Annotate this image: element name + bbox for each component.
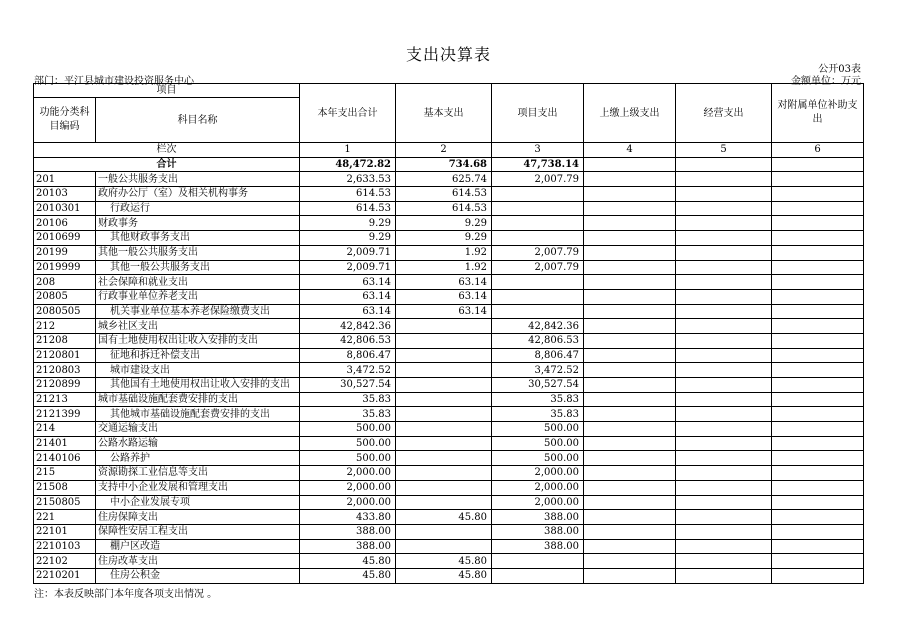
subject-name-cell: 其他一般公共服务支出 [96, 245, 300, 260]
table-row [34, 172, 864, 187]
header-col-upper: 上缴上级支出 [584, 84, 676, 143]
table-row [34, 568, 864, 583]
subsidy-cell [772, 392, 864, 407]
upper-cell [584, 275, 676, 290]
subsidy-cell [772, 304, 864, 319]
subsidy-cell [772, 539, 864, 554]
column-number: 5 [676, 143, 772, 158]
func-code-cell: 21213 [34, 392, 96, 407]
basic-cell: 45.80 [396, 554, 492, 569]
func-code-cell: 2210103 [34, 539, 96, 554]
upper-cell [584, 201, 676, 216]
totals-total: 48,472.82 [300, 157, 396, 172]
footnote: 注：本表反映部门本年度各项支出情况 。 [34, 589, 218, 600]
subject-name-cell: 政府办公厅（室）及相关机构事务 [96, 187, 300, 202]
total-cell: 388.00 [300, 539, 396, 554]
table-row [34, 554, 864, 569]
business-cell [676, 348, 772, 363]
header-col-business: 经营支出 [676, 84, 772, 143]
basic-cell: 614.53 [396, 187, 492, 202]
func-code-cell: 201 [34, 172, 96, 187]
upper-cell [584, 568, 676, 583]
project-cell: 35.83 [492, 407, 584, 422]
func-code-cell: 215 [34, 466, 96, 481]
subsidy-cell [772, 275, 864, 290]
header-subject-name: 科目名称 [96, 98, 300, 143]
table-row [34, 495, 864, 510]
subject-name-cell: 其他一般公共服务支出 [96, 260, 300, 275]
func-code-cell: 2010699 [34, 231, 96, 246]
column-number: 3 [492, 143, 584, 158]
table-row [34, 304, 864, 319]
column-number: 6 [772, 143, 864, 158]
total-cell: 63.14 [300, 304, 396, 319]
subsidy-cell [772, 378, 864, 393]
total-cell: 35.83 [300, 407, 396, 422]
subject-name-cell: 城市建设支出 [96, 363, 300, 378]
totals-upper [584, 157, 676, 172]
subject-name-cell: 国有土地使用权出让收入安排的支出 [96, 333, 300, 348]
total-cell: 433.80 [300, 510, 396, 525]
project-cell: 500.00 [492, 436, 584, 451]
total-cell: 2,000.00 [300, 466, 396, 481]
project-cell: 2,007.79 [492, 172, 584, 187]
func-code-cell: 2120803 [34, 363, 96, 378]
func-code-cell: 2080505 [34, 304, 96, 319]
total-cell: 500.00 [300, 451, 396, 466]
table-row [34, 422, 864, 437]
subsidy-cell [772, 245, 864, 260]
project-cell: 2,007.79 [492, 260, 584, 275]
total-cell: 3,472.52 [300, 363, 396, 378]
table-row [34, 539, 864, 554]
business-cell [676, 436, 772, 451]
column-number: 2 [396, 143, 492, 158]
upper-cell [584, 378, 676, 393]
totals-label: 合计 [34, 157, 300, 172]
project-cell: 388.00 [492, 539, 584, 554]
business-cell [676, 451, 772, 466]
subject-name-cell: 其他国有土地使用权出让收入安排的支出 [96, 378, 300, 393]
subsidy-cell [772, 201, 864, 216]
upper-cell [584, 363, 676, 378]
business-cell [676, 187, 772, 202]
business-cell [676, 480, 772, 495]
total-cell: 35.83 [300, 392, 396, 407]
subject-name-cell: 资源勘探工业信息等支出 [96, 466, 300, 481]
upper-cell [584, 451, 676, 466]
basic-cell: 1.92 [396, 260, 492, 275]
upper-cell [584, 407, 676, 422]
project-cell [492, 304, 584, 319]
subsidy-cell [772, 172, 864, 187]
basic-cell [396, 480, 492, 495]
basic-cell: 45.80 [396, 568, 492, 583]
totals-basic: 734.68 [396, 157, 492, 172]
subsidy-cell [772, 363, 864, 378]
basic-cell: 1.92 [396, 245, 492, 260]
table-row [34, 187, 864, 202]
subject-name-cell: 一般公共服务支出 [96, 172, 300, 187]
subject-name-cell: 城市基础设施配套费安排的支出 [96, 392, 300, 407]
basic-cell [396, 407, 492, 422]
subject-name-cell: 公路养护 [96, 451, 300, 466]
total-cell: 2,009.71 [300, 260, 396, 275]
total-cell: 2,633.53 [300, 172, 396, 187]
basic-cell [396, 348, 492, 363]
basic-cell: 63.14 [396, 289, 492, 304]
func-code-cell: 20805 [34, 289, 96, 304]
subsidy-cell [772, 216, 864, 231]
table-row [34, 231, 864, 246]
project-cell: 2,000.00 [492, 466, 584, 481]
subsidy-cell [772, 289, 864, 304]
table-row [34, 524, 864, 539]
total-cell: 45.80 [300, 568, 396, 583]
subject-name-cell: 保障性安居工程支出 [96, 524, 300, 539]
upper-cell [584, 187, 676, 202]
upper-cell [584, 524, 676, 539]
project-cell: 2,000.00 [492, 495, 584, 510]
business-cell [676, 392, 772, 407]
project-cell [492, 216, 584, 231]
table-row [34, 319, 864, 334]
totals-project: 47,738.14 [492, 157, 584, 172]
subject-name-cell: 机关事业单位基本养老保险缴费支出 [96, 304, 300, 319]
subject-name-cell: 支持中小企业发展和管理支出 [96, 480, 300, 495]
project-cell [492, 289, 584, 304]
header-col-project: 项目支出 [492, 84, 584, 143]
total-cell: 63.14 [300, 289, 396, 304]
upper-cell [584, 260, 676, 275]
business-cell [676, 363, 772, 378]
basic-cell: 614.53 [396, 201, 492, 216]
totals-subsidy [772, 157, 864, 172]
business-cell [676, 216, 772, 231]
subsidy-cell [772, 436, 864, 451]
basic-cell: 625.74 [396, 172, 492, 187]
func-code-cell: 20106 [34, 216, 96, 231]
upper-cell [584, 333, 676, 348]
func-code-cell: 21401 [34, 436, 96, 451]
upper-cell [584, 495, 676, 510]
table-row [34, 245, 864, 260]
expenditure-table [33, 83, 864, 584]
total-cell: 9.29 [300, 231, 396, 246]
project-cell: 2,000.00 [492, 480, 584, 495]
table-row [34, 436, 864, 451]
project-cell [492, 231, 584, 246]
basic-cell [396, 392, 492, 407]
table-row [34, 392, 864, 407]
func-code-cell: 20199 [34, 245, 96, 260]
subsidy-cell [772, 524, 864, 539]
header-col-total: 本年支出合计 [300, 84, 396, 143]
business-cell [676, 275, 772, 290]
func-code-cell: 2210201 [34, 568, 96, 583]
business-cell [676, 289, 772, 304]
business-cell [676, 407, 772, 422]
business-cell [676, 172, 772, 187]
subsidy-cell [772, 568, 864, 583]
basic-cell: 63.14 [396, 304, 492, 319]
header-project: 项目 [34, 84, 300, 98]
upper-cell [584, 319, 676, 334]
func-code-cell: 22102 [34, 554, 96, 569]
business-cell [676, 422, 772, 437]
form-code: 公开03表 [818, 64, 861, 75]
header-col-basic: 基本支出 [396, 84, 492, 143]
business-cell [676, 378, 772, 393]
func-code-cell: 2019999 [34, 260, 96, 275]
page-title: 支出决算表 [405, 45, 491, 64]
total-cell: 500.00 [300, 436, 396, 451]
func-code-cell: 208 [34, 275, 96, 290]
upper-cell [584, 231, 676, 246]
upper-cell [584, 510, 676, 525]
table-row [34, 363, 864, 378]
total-cell: 614.53 [300, 187, 396, 202]
func-code-cell: 2120801 [34, 348, 96, 363]
project-cell: 3,472.52 [492, 363, 584, 378]
basic-cell [396, 451, 492, 466]
upper-cell [584, 304, 676, 319]
upper-cell [584, 466, 676, 481]
func-code-cell: 22101 [34, 524, 96, 539]
column-number-row [34, 143, 864, 158]
business-cell [676, 333, 772, 348]
totals-business [676, 157, 772, 172]
func-code-cell: 221 [34, 510, 96, 525]
total-cell: 2,009.71 [300, 245, 396, 260]
project-cell [492, 554, 584, 569]
table-row [34, 260, 864, 275]
subsidy-cell [772, 407, 864, 422]
subsidy-cell [772, 495, 864, 510]
basic-cell [396, 319, 492, 334]
project-cell: 42,842.36 [492, 319, 584, 334]
subject-name-cell: 住房保障支出 [96, 510, 300, 525]
subject-name-cell: 财政事务 [96, 216, 300, 231]
basic-cell [396, 495, 492, 510]
business-cell [676, 554, 772, 569]
func-code-cell: 2010301 [34, 201, 96, 216]
business-cell [676, 201, 772, 216]
header-func-code: 功能分类科目编码 [34, 98, 96, 143]
table-row [34, 275, 864, 290]
column-number: 1 [300, 143, 396, 158]
func-code-cell: 2140106 [34, 451, 96, 466]
project-cell: 500.00 [492, 451, 584, 466]
total-cell: 42,806.53 [300, 333, 396, 348]
upper-cell [584, 436, 676, 451]
total-cell: 388.00 [300, 524, 396, 539]
subsidy-cell [772, 554, 864, 569]
basic-cell: 45.80 [396, 510, 492, 525]
upper-cell [584, 216, 676, 231]
table-row [34, 289, 864, 304]
basic-cell: 9.29 [396, 231, 492, 246]
table-row [34, 201, 864, 216]
subject-name-cell: 棚户区改造 [96, 539, 300, 554]
business-cell [676, 231, 772, 246]
total-cell: 2,000.00 [300, 480, 396, 495]
project-cell: 388.00 [492, 510, 584, 525]
basic-cell [396, 333, 492, 348]
total-cell: 45.80 [300, 554, 396, 569]
subject-name-cell: 行政事业单位养老支出 [96, 289, 300, 304]
table-row [34, 407, 864, 422]
table-row [34, 333, 864, 348]
subsidy-cell [772, 422, 864, 437]
basic-cell [396, 422, 492, 437]
upper-cell [584, 480, 676, 495]
lanci-label: 栏次 [34, 143, 300, 158]
subject-name-cell: 交通运输支出 [96, 422, 300, 437]
project-cell: 388.00 [492, 524, 584, 539]
basic-cell: 9.29 [396, 216, 492, 231]
total-cell: 2,000.00 [300, 495, 396, 510]
table-row [34, 510, 864, 525]
business-cell [676, 319, 772, 334]
header-col-subsidy: 对附属单位补助支出 [772, 84, 864, 143]
project-cell: 30,527.54 [492, 378, 584, 393]
total-cell: 30,527.54 [300, 378, 396, 393]
total-cell: 63.14 [300, 275, 396, 290]
subject-name-cell: 城乡社区支出 [96, 319, 300, 334]
func-code-cell: 2120899 [34, 378, 96, 393]
subsidy-cell [772, 480, 864, 495]
subject-name-cell: 其他城市基础设施配套费安排的支出 [96, 407, 300, 422]
basic-cell [396, 539, 492, 554]
subsidy-cell [772, 319, 864, 334]
total-cell: 9.29 [300, 216, 396, 231]
upper-cell [584, 172, 676, 187]
business-cell [676, 539, 772, 554]
project-cell: 35.83 [492, 392, 584, 407]
subject-name-cell: 征地和拆迁补偿支出 [96, 348, 300, 363]
subject-name-cell: 公路水路运输 [96, 436, 300, 451]
func-code-cell: 21208 [34, 333, 96, 348]
project-cell: 42,806.53 [492, 333, 584, 348]
project-cell [492, 201, 584, 216]
table-row [34, 466, 864, 481]
total-cell: 42,842.36 [300, 319, 396, 334]
func-code-cell: 212 [34, 319, 96, 334]
func-code-cell: 2121399 [34, 407, 96, 422]
project-cell: 500.00 [492, 422, 584, 437]
table-row [34, 378, 864, 393]
func-code-cell: 214 [34, 422, 96, 437]
basic-cell [396, 524, 492, 539]
table-row [34, 451, 864, 466]
total-cell: 8,806.47 [300, 348, 396, 363]
business-cell [676, 495, 772, 510]
subject-name-cell: 社会保障和就业支出 [96, 275, 300, 290]
subsidy-cell [772, 466, 864, 481]
total-cell: 614.53 [300, 201, 396, 216]
upper-cell [584, 348, 676, 363]
basic-cell [396, 466, 492, 481]
business-cell [676, 260, 772, 275]
total-cell: 500.00 [300, 422, 396, 437]
subsidy-cell [772, 333, 864, 348]
table-row [34, 480, 864, 495]
business-cell [676, 466, 772, 481]
business-cell [676, 510, 772, 525]
subject-name-cell: 住房改革支出 [96, 554, 300, 569]
table-row [34, 216, 864, 231]
upper-cell [584, 539, 676, 554]
subject-name-cell: 行政运行 [96, 201, 300, 216]
basic-cell: 63.14 [396, 275, 492, 290]
upper-cell [584, 422, 676, 437]
subsidy-cell [772, 260, 864, 275]
subsidy-cell [772, 348, 864, 363]
upper-cell [584, 245, 676, 260]
project-cell [492, 568, 584, 583]
project-cell [492, 187, 584, 202]
subsidy-cell [772, 231, 864, 246]
project-cell [492, 275, 584, 290]
upper-cell [584, 554, 676, 569]
business-cell [676, 245, 772, 260]
unit-label: 金额单位：万元 [791, 76, 861, 87]
subsidy-cell [772, 510, 864, 525]
subsidy-cell [772, 187, 864, 202]
basic-cell [396, 378, 492, 393]
upper-cell [584, 392, 676, 407]
subject-name-cell: 其他财政事务支出 [96, 231, 300, 246]
department-label: 部门：平江县城市建设投资服务中心 [34, 76, 194, 87]
basic-cell [396, 363, 492, 378]
func-code-cell: 20103 [34, 187, 96, 202]
subject-name-cell: 住房公积金 [96, 568, 300, 583]
business-cell [676, 304, 772, 319]
subject-name-cell: 中小企业发展专项 [96, 495, 300, 510]
business-cell [676, 568, 772, 583]
basic-cell [396, 436, 492, 451]
project-cell: 8,806.47 [492, 348, 584, 363]
header-row [34, 84, 864, 98]
upper-cell [584, 289, 676, 304]
business-cell [676, 524, 772, 539]
column-number: 4 [584, 143, 676, 158]
func-code-cell: 21508 [34, 480, 96, 495]
project-cell: 2,007.79 [492, 245, 584, 260]
subsidy-cell [772, 451, 864, 466]
totals-row [34, 157, 864, 172]
table-row [34, 348, 864, 363]
func-code-cell: 2150805 [34, 495, 96, 510]
